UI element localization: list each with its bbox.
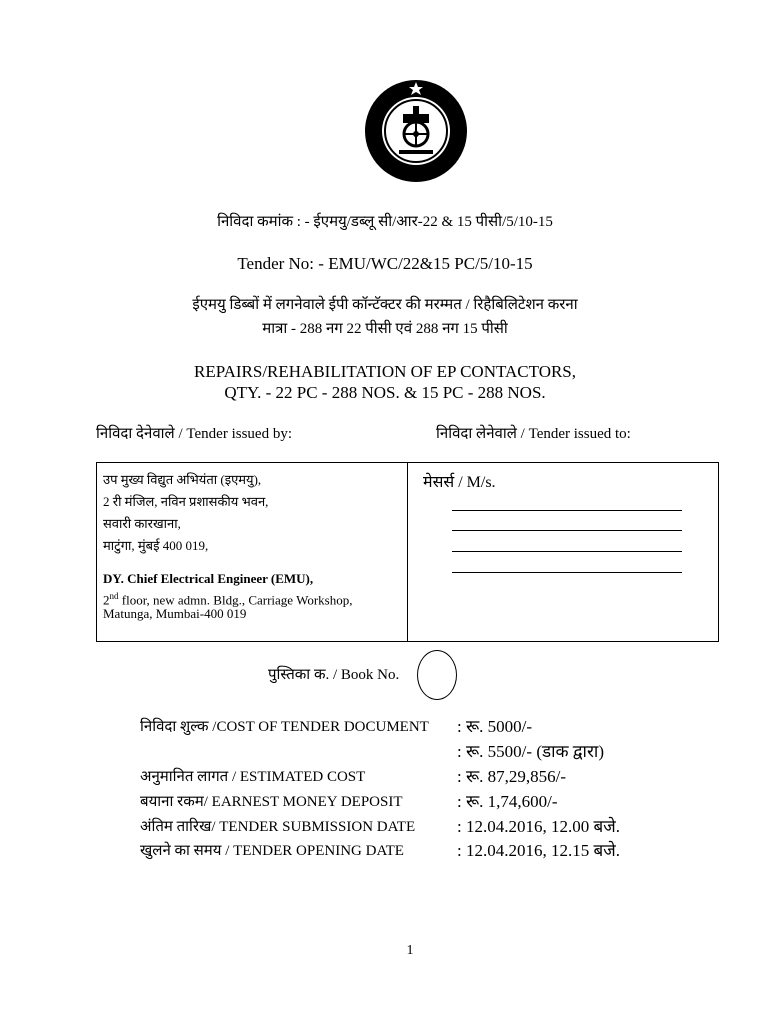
subject-line-2: QTY. - 22 PC - 288 NOS. & 15 PC - 288 NOS. <box>224 383 546 402</box>
issued-by-label: निविदा देनेवाले / Tender issued by: <box>96 426 292 442</box>
issuer-hindi-line: 2 री मंजिल, नविन प्रशासकीय भवन, <box>103 494 269 509</box>
estimated-cost-value: : रू. 87,29,856/- <box>457 767 567 786</box>
estimated-cost-label: अनुमानित लागत / ESTIMATED COST <box>140 769 366 785</box>
recipient-blank-line[interactable] <box>452 510 682 511</box>
floor-address: floor, new admn. Bldg., Carriage Workshop, <box>118 592 353 608</box>
cost-of-tender-value: : रू. 5000/- <box>457 717 533 736</box>
subject-hindi-line-2: मात्रा - 288 नग 22 पीसी एवं 288 नग 15 पीसी <box>262 321 508 337</box>
emblem-icon <box>363 78 469 184</box>
emd-label: बयाना रकम/ EARNEST MONEY DEPOSIT <box>140 794 403 810</box>
submission-date-value: : 12.04.2016, 12.00 बजे. <box>457 817 621 836</box>
issuer-hindi-line: उप मुख्य विद्युत अभियंता (इएमयु), <box>103 472 262 487</box>
recipient-blank-line[interactable] <box>452 530 682 531</box>
subject-line-1: REPAIRS/REHABILITATION OF EP CONTACTORS, <box>193 362 577 381</box>
issued-to-label: निविदा लेनेवाले / Tender issued to: <box>436 426 631 442</box>
issuer-title: DY. Chief Electrical Engineer (EMU), <box>103 571 314 586</box>
floor-suffix: nd <box>109 591 119 601</box>
emd-value: : रू. 1,74,600/- <box>457 792 558 811</box>
opening-date-label: खुलने का समय / TENDER OPENING DATE <box>140 843 404 859</box>
recipient-blank-line[interactable] <box>452 572 682 573</box>
indian-railways-emblem <box>363 78 469 184</box>
floor-number: 2 <box>103 592 110 608</box>
subject-hindi-line-1: ईएमयु डिब्बों में लगनेवाले ईपी कॉन्टॅक्टर की मरम्मत / रिहैबिलिटेशन करना <box>192 297 578 313</box>
issuer-hindi-line: सवारी कारखाना, <box>103 516 181 531</box>
submission-date-label: अंतिम तारिख/ TENDER SUBMISSION DATE <box>140 819 416 835</box>
tender-number-hindi: निविदा कमांक : - ईएमयु/डब्लू सी/आर-22 & 15 पीसी/5/10-15 <box>217 214 553 230</box>
recipient-blank-line[interactable] <box>452 551 682 552</box>
issuer-city: Matunga, Mumbai-400 019 <box>103 606 247 621</box>
opening-date-value: : 12.04.2016, 12.15 बजे. <box>457 841 621 860</box>
page-number: 1 <box>406 943 414 958</box>
book-number-oval[interactable] <box>417 650 457 700</box>
cost-of-tender-label: निविदा शुल्क /COST OF TENDER DOCUMENT <box>140 719 429 735</box>
recipient-label: मेसर्स / M/s. <box>423 474 496 491</box>
tender-number: Tender No: - EMU/WC/22&15 PC/5/10-15 <box>237 254 533 273</box>
book-number-label: पुस्तिका क. / Book No. <box>268 667 400 683</box>
issuer-hindi-line: माटुंगा, मुंबई 400 019, <box>103 538 209 553</box>
cost-of-tender-postal-value: : रू. 5500/- (डाक द्वारा) <box>457 742 604 761</box>
address-table-divider <box>407 462 408 642</box>
